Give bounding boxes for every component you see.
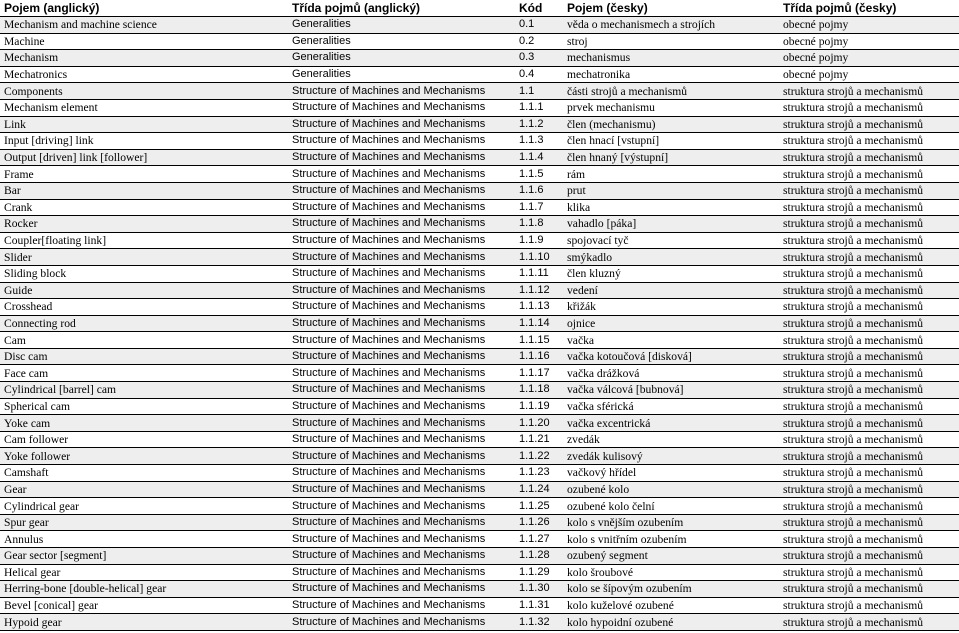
cell-term-english: Cam: [0, 332, 288, 349]
cell-term-czech: spojovací tyč: [563, 232, 779, 249]
cell-code: 1.1.19: [515, 398, 563, 415]
cell-term-czech: části strojů a mechanismů: [563, 83, 779, 100]
cell-code: 0.1: [515, 17, 563, 34]
cell-code: 1.1.8: [515, 216, 563, 233]
table-row: [0, 332, 959, 349]
cell-term-english: Hypoid gear: [0, 614, 288, 631]
cell-class-english: Structure of Machines and Mechanisms: [288, 282, 515, 299]
cell-class-czech: struktura strojů a mechanismů: [779, 581, 959, 598]
cell-term-english: Disc cam: [0, 348, 288, 365]
cell-code: 1.1.13: [515, 299, 563, 316]
table-body: [0, 17, 959, 631]
cell-term-english: Mechanism and machine science: [0, 17, 288, 34]
cell-term-czech: ozubený segment: [563, 548, 779, 565]
cell-code: 1.1.18: [515, 382, 563, 399]
cell-term-czech: člen hnaný [výstupní]: [563, 149, 779, 166]
cell-term-czech: ojnice: [563, 315, 779, 332]
cell-class-czech: struktura strojů a mechanismů: [779, 83, 959, 100]
cell-term-english: Connecting rod: [0, 315, 288, 332]
table-row: [0, 282, 959, 299]
cell-term-english: Mechanism: [0, 50, 288, 67]
cell-code: 1.1.9: [515, 232, 563, 249]
cell-class-english: Structure of Machines and Mechanisms: [288, 265, 515, 282]
cell-class-english: Structure of Machines and Mechanisms: [288, 481, 515, 498]
table-row: [0, 50, 959, 67]
cell-class-english: Structure of Machines and Mechanisms: [288, 398, 515, 415]
cell-class-english: Structure of Machines and Mechanisms: [288, 597, 515, 614]
cell-term-english: Bevel [conical] gear: [0, 597, 288, 614]
table-header: [0, 0, 959, 17]
cell-class-czech: struktura strojů a mechanismů: [779, 564, 959, 581]
table-row: [0, 232, 959, 249]
cell-class-czech: struktura strojů a mechanismů: [779, 116, 959, 133]
cell-class-english: Structure of Machines and Mechanisms: [288, 332, 515, 349]
cell-term-english: Gear: [0, 481, 288, 498]
table-row: [0, 564, 959, 581]
cell-class-czech: struktura strojů a mechanismů: [779, 265, 959, 282]
cell-term-english: Cam follower: [0, 431, 288, 448]
cell-term-english: Yoke cam: [0, 415, 288, 432]
table-row: [0, 99, 959, 116]
cell-code: 1.1.16: [515, 348, 563, 365]
cell-code: 1.1.20: [515, 415, 563, 432]
cell-term-czech: vahadlo [páka]: [563, 216, 779, 233]
cell-class-czech: struktura strojů a mechanismů: [779, 199, 959, 216]
cell-term-czech: prvek mechanismu: [563, 99, 779, 116]
cell-term-czech: člen hnací [vstupní]: [563, 133, 779, 150]
cell-term-english: Cylindrical gear: [0, 498, 288, 515]
cell-class-czech: struktura strojů a mechanismů: [779, 431, 959, 448]
cell-code: 1.1.15: [515, 332, 563, 349]
cell-code: 0.4: [515, 66, 563, 83]
cell-term-czech: kolo hypoidní ozubené: [563, 614, 779, 631]
cell-term-czech: smýkadlo: [563, 249, 779, 266]
cell-class-english: Generalities: [288, 17, 515, 34]
cell-term-czech: kolo s vnějším ozubením: [563, 514, 779, 531]
cell-class-czech: struktura strojů a mechanismů: [779, 614, 959, 631]
cell-term-czech: prut: [563, 182, 779, 199]
table-row: [0, 415, 959, 432]
table-row: [0, 365, 959, 382]
cell-code: 1.1.12: [515, 282, 563, 299]
cell-term-czech: kolo kuželové ozubené: [563, 597, 779, 614]
table-row: [0, 531, 959, 548]
cell-code: 1.1.27: [515, 531, 563, 548]
table-row: [0, 465, 959, 482]
cell-term-czech: vačka drážková: [563, 365, 779, 382]
cell-term-czech: křižák: [563, 299, 779, 316]
cell-code: 0.2: [515, 33, 563, 50]
cell-term-czech: kolo s vnitřním ozubením: [563, 531, 779, 548]
cell-class-english: Structure of Machines and Mechanisms: [288, 365, 515, 382]
header-class-english: Třída pojmů (anglický): [288, 0, 515, 17]
cell-class-english: Structure of Machines and Mechanisms: [288, 149, 515, 166]
header-row: [0, 0, 959, 17]
cell-code: 1.1.2: [515, 116, 563, 133]
cell-class-czech: obecné pojmy: [779, 17, 959, 34]
cell-term-english: Sliding block: [0, 265, 288, 282]
cell-term-czech: zvedák: [563, 431, 779, 448]
cell-class-czech: struktura strojů a mechanismů: [779, 382, 959, 399]
cell-code: 1.1.11: [515, 265, 563, 282]
cell-class-english: Structure of Machines and Mechanisms: [288, 315, 515, 332]
cell-term-english: Herring-bone [double-helical] gear: [0, 581, 288, 598]
cell-class-czech: struktura strojů a mechanismů: [779, 216, 959, 233]
cell-class-english: Generalities: [288, 33, 515, 50]
cell-term-english: Input [driving] link: [0, 133, 288, 150]
header-class-czech: Třída pojmů (česky): [779, 0, 959, 17]
table-row: [0, 315, 959, 332]
table-row: [0, 249, 959, 266]
cell-term-czech: člen kluzný: [563, 265, 779, 282]
cell-term-czech: mechanismus: [563, 50, 779, 67]
cell-class-english: Structure of Machines and Mechanisms: [288, 83, 515, 100]
cell-class-czech: struktura strojů a mechanismů: [779, 398, 959, 415]
cell-class-english: Structure of Machines and Mechanisms: [288, 133, 515, 150]
cell-term-czech: věda o mechanismech a strojích: [563, 17, 779, 34]
cell-class-czech: struktura strojů a mechanismů: [779, 597, 959, 614]
cell-code: 1.1.6: [515, 182, 563, 199]
cell-class-english: Structure of Machines and Mechanisms: [288, 182, 515, 199]
cell-class-english: Structure of Machines and Mechanisms: [288, 548, 515, 565]
table-row: [0, 265, 959, 282]
cell-code: 1.1.3: [515, 133, 563, 150]
cell-class-czech: struktura strojů a mechanismů: [779, 481, 959, 498]
header-code: Kód: [515, 0, 563, 17]
table-row: [0, 448, 959, 465]
cell-term-czech: ozubené kolo: [563, 481, 779, 498]
cell-code: 1.1.10: [515, 249, 563, 266]
cell-term-english: Frame: [0, 166, 288, 183]
cell-class-english: Structure of Machines and Mechanisms: [288, 348, 515, 365]
cell-class-english: Structure of Machines and Mechanisms: [288, 465, 515, 482]
cell-term-english: Coupler[floating link]: [0, 232, 288, 249]
cell-class-czech: struktura strojů a mechanismů: [779, 465, 959, 482]
cell-term-czech: vačkový hřídel: [563, 465, 779, 482]
table-row: [0, 166, 959, 183]
cell-class-english: Generalities: [288, 66, 515, 83]
cell-class-english: Structure of Machines and Mechanisms: [288, 448, 515, 465]
cell-term-english: Machine: [0, 33, 288, 50]
cell-term-czech: mechatronika: [563, 66, 779, 83]
cell-term-czech: vačka kotoučová [disková]: [563, 348, 779, 365]
table-row: [0, 597, 959, 614]
cell-class-czech: obecné pojmy: [779, 66, 959, 83]
cell-term-english: Slider: [0, 249, 288, 266]
cell-code: 1.1.28: [515, 548, 563, 565]
cell-class-english: Structure of Machines and Mechanisms: [288, 249, 515, 266]
table-row: [0, 481, 959, 498]
cell-class-english: Structure of Machines and Mechanisms: [288, 514, 515, 531]
cell-term-czech: kolo šroubové: [563, 564, 779, 581]
cell-code: 1.1.23: [515, 465, 563, 482]
cell-class-english: Generalities: [288, 50, 515, 67]
cell-code: 1.1: [515, 83, 563, 100]
cell-term-english: Yoke follower: [0, 448, 288, 465]
cell-class-english: Structure of Machines and Mechanisms: [288, 166, 515, 183]
cell-code: 0.3: [515, 50, 563, 67]
cell-code: 1.1.1: [515, 99, 563, 116]
cell-class-czech: struktura strojů a mechanismů: [779, 498, 959, 515]
cell-class-czech: struktura strojů a mechanismů: [779, 448, 959, 465]
cell-code: 1.1.14: [515, 315, 563, 332]
cell-term-english: Mechanism element: [0, 99, 288, 116]
cell-class-english: Structure of Machines and Mechanisms: [288, 498, 515, 515]
cell-code: 1.1.21: [515, 431, 563, 448]
table-row: [0, 66, 959, 83]
cell-class-czech: struktura strojů a mechanismů: [779, 348, 959, 365]
cell-class-czech: struktura strojů a mechanismů: [779, 182, 959, 199]
table-row: [0, 33, 959, 50]
cell-class-czech: struktura strojů a mechanismů: [779, 282, 959, 299]
cell-class-english: Structure of Machines and Mechanisms: [288, 581, 515, 598]
table-row: [0, 614, 959, 631]
cell-class-english: Structure of Machines and Mechanisms: [288, 299, 515, 316]
table-row: [0, 548, 959, 565]
cell-class-czech: struktura strojů a mechanismů: [779, 232, 959, 249]
cell-term-english: Bar: [0, 182, 288, 199]
table-row: [0, 514, 959, 531]
cell-term-czech: vačka sférická: [563, 398, 779, 415]
cell-term-czech: klika: [563, 199, 779, 216]
cell-class-english: Structure of Machines and Mechanisms: [288, 531, 515, 548]
cell-class-english: Structure of Machines and Mechanisms: [288, 116, 515, 133]
cell-code: 1.1.29: [515, 564, 563, 581]
cell-term-english: Camshaft: [0, 465, 288, 482]
cell-term-english: Spherical cam: [0, 398, 288, 415]
table-row: [0, 382, 959, 399]
cell-term-english: Gear sector [segment]: [0, 548, 288, 565]
cell-class-czech: struktura strojů a mechanismů: [779, 249, 959, 266]
table-row: [0, 149, 959, 166]
cell-term-czech: vačka válcová [bubnová]: [563, 382, 779, 399]
table-row: [0, 581, 959, 598]
cell-code: 1.1.31: [515, 597, 563, 614]
cell-term-czech: zvedák kulisový: [563, 448, 779, 465]
table-row: [0, 199, 959, 216]
cell-term-english: Crank: [0, 199, 288, 216]
cell-term-english: Annulus: [0, 531, 288, 548]
table-row: [0, 182, 959, 199]
cell-term-czech: ozubené kolo čelní: [563, 498, 779, 515]
cell-term-czech: vedení: [563, 282, 779, 299]
cell-code: 1.1.4: [515, 149, 563, 166]
cell-term-english: Helical gear: [0, 564, 288, 581]
cell-class-english: Structure of Machines and Mechanisms: [288, 415, 515, 432]
cell-code: 1.1.5: [515, 166, 563, 183]
cell-class-czech: struktura strojů a mechanismů: [779, 299, 959, 316]
table-row: [0, 83, 959, 100]
cell-term-english: Spur gear: [0, 514, 288, 531]
cell-class-czech: struktura strojů a mechanismů: [779, 99, 959, 116]
cell-term-english: Link: [0, 116, 288, 133]
table-row: [0, 133, 959, 150]
cell-code: 1.1.22: [515, 448, 563, 465]
cell-class-czech: struktura strojů a mechanismů: [779, 514, 959, 531]
cell-class-czech: struktura strojů a mechanismů: [779, 133, 959, 150]
table-row: [0, 398, 959, 415]
cell-code: 1.1.7: [515, 199, 563, 216]
cell-code: 1.1.26: [515, 514, 563, 531]
cell-class-english: Structure of Machines and Mechanisms: [288, 232, 515, 249]
table-row: [0, 216, 959, 233]
cell-term-czech: vačka excentrická: [563, 415, 779, 432]
table-row: [0, 17, 959, 34]
cell-class-czech: struktura strojů a mechanismů: [779, 548, 959, 565]
cell-class-czech: struktura strojů a mechanismů: [779, 415, 959, 432]
cell-code: 1.1.30: [515, 581, 563, 598]
header-term-english: Pojem (anglický): [0, 0, 288, 17]
table-row: [0, 116, 959, 133]
cell-class-czech: struktura strojů a mechanismů: [779, 365, 959, 382]
cell-class-english: Structure of Machines and Mechanisms: [288, 216, 515, 233]
cell-term-czech: kolo se šípovým ozubením: [563, 581, 779, 598]
table-row: [0, 498, 959, 515]
cell-term-english: Cylindrical [barrel] cam: [0, 382, 288, 399]
header-term-czech: Pojem (česky): [563, 0, 779, 17]
cell-class-czech: struktura strojů a mechanismů: [779, 166, 959, 183]
cell-class-czech: struktura strojů a mechanismů: [779, 332, 959, 349]
table-row: [0, 299, 959, 316]
cell-code: 1.1.24: [515, 481, 563, 498]
cell-code: 1.1.25: [515, 498, 563, 515]
cell-class-english: Structure of Machines and Mechanisms: [288, 199, 515, 216]
cell-class-czech: struktura strojů a mechanismů: [779, 531, 959, 548]
cell-term-czech: rám: [563, 166, 779, 183]
cell-term-english: Components: [0, 83, 288, 100]
cell-class-czech: obecné pojmy: [779, 33, 959, 50]
cell-term-czech: stroj: [563, 33, 779, 50]
table-row: [0, 431, 959, 448]
cell-term-english: Output [driven] link [follower]: [0, 149, 288, 166]
cell-term-czech: člen (mechanismu): [563, 116, 779, 133]
cell-term-english: Face cam: [0, 365, 288, 382]
cell-term-czech: vačka: [563, 332, 779, 349]
cell-class-english: Structure of Machines and Mechanisms: [288, 564, 515, 581]
cell-class-english: Structure of Machines and Mechanisms: [288, 382, 515, 399]
cell-class-english: Structure of Machines and Mechanisms: [288, 99, 515, 116]
cell-term-english: Guide: [0, 282, 288, 299]
cell-class-czech: obecné pojmy: [779, 50, 959, 67]
cell-class-english: Structure of Machines and Mechanisms: [288, 431, 515, 448]
table-row: [0, 348, 959, 365]
cell-class-czech: struktura strojů a mechanismů: [779, 315, 959, 332]
cell-class-czech: struktura strojů a mechanismů: [779, 149, 959, 166]
cell-code: 1.1.17: [515, 365, 563, 382]
cell-term-english: Crosshead: [0, 299, 288, 316]
cell-code: 1.1.32: [515, 614, 563, 631]
cell-term-english: Mechatronics: [0, 66, 288, 83]
cell-class-english: Structure of Machines and Mechanisms: [288, 614, 515, 631]
cell-term-english: Rocker: [0, 216, 288, 233]
